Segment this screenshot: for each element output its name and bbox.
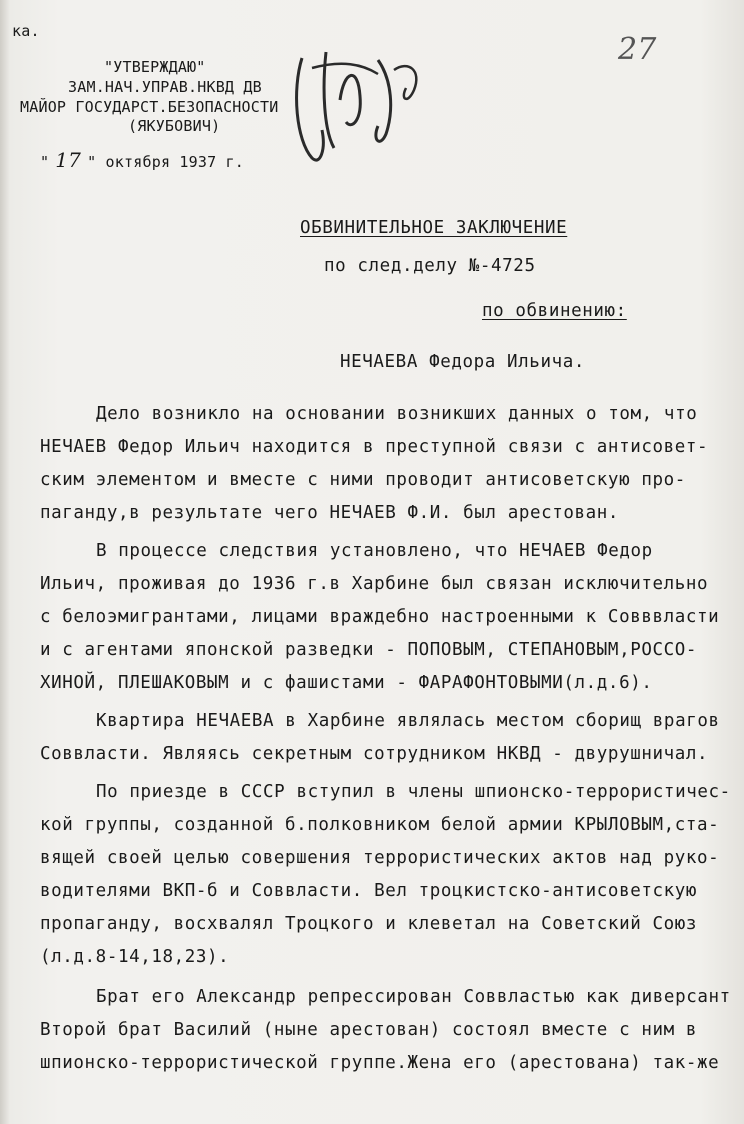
body-line: Квартира НЕЧАЕВА в Харбине являлась местом сборищ врагов: [96, 711, 720, 731]
body-line: Второй брат Василий (ныне арестован) состоял вместе с ним в: [40, 1020, 698, 1040]
approval-position-line: ЗАМ.НАЧ.УПРАВ.НКВД ДВ: [68, 78, 262, 96]
body-line: шпионско-террористической группе.Жена его (арестована) так-же: [40, 1053, 720, 1073]
corner-mark: ка.: [12, 22, 40, 40]
body-line: с белоэмигрантами, лицами враждебно настроенными к Совввласти: [40, 607, 720, 627]
date-month-year: " октября 1937 г.: [87, 153, 245, 171]
body-line: ским элементом и вместе с ними проводит антисоветскую про-: [40, 470, 686, 490]
approval-rank-line: МАЙОР ГОСУДАРСТ.БЕЗОПАСНОСТИ: [20, 98, 279, 116]
document-title: ОБВИНИТЕЛЬНОЕ ЗАКЛЮЧЕНИЕ: [300, 218, 568, 238]
body-line: Дело возникло на основании возникших данных о том, что: [96, 404, 698, 424]
body-line: вящей своей целью совершения террористических актов над руко-: [40, 848, 720, 868]
body-line: ХИНОЙ, ПЛЕШАКОВЫМ и с фашистами - ФАРАФОНТОВЫМИ(л.д.6).: [40, 673, 653, 693]
body-line: По приезде в СССР вступил в члены шпионско-террористичес-: [96, 782, 731, 802]
body-line: и с агентами японской разведки - ПОПОВЫМ, СТЕПАНОВЫМ,РОССО-: [40, 640, 698, 660]
body-line: водителями ВКП-б и Соввласти. Вел троцкистско-антисоветскую: [40, 881, 698, 901]
date-day: 17: [55, 148, 82, 172]
body-line: НЕЧАЕВ Федор Ильич находится в преступной связи с антисовет-: [40, 437, 709, 457]
approval-name-line: (ЯКУБОВИЧ): [128, 117, 221, 135]
case-number: по след.делу №-4725: [324, 256, 536, 276]
approval-stamp-line: "УТВЕРЖДАЮ": [104, 58, 206, 76]
date-quote: ": [40, 153, 50, 171]
body-line: (л.д.8-14,18,23).: [40, 947, 230, 967]
body-line: пропаганду, восхвалял Троцкого и клеветал на Советский Союз: [40, 914, 698, 934]
signature-mark: [282, 30, 442, 170]
body-line: паганду,в результате чего НЕЧАЕВ Ф.И. был арестован.: [40, 503, 620, 523]
accused-name: НЕЧАЕВА Федора Ильича.: [340, 352, 585, 372]
folio-number: 27: [618, 32, 657, 67]
charge-label: по обвинению:: [482, 301, 627, 321]
body-line: кой группы, созданной б.полковником белой армии КРЫЛОВЫМ,ста-: [40, 815, 720, 835]
body-line: Брат его Александр репрессирован Соввластью как диверсант: [96, 987, 731, 1007]
approval-date: [40, 148, 244, 172]
body-line: Ильич, проживая до 1936 г.в Харбине был связан исключительно: [40, 574, 709, 594]
body-line: В процессе следствия установлено, что НЕЧАЕВ Федор: [96, 541, 653, 561]
body-line: Соввласти. Являясь секретным сотрудником НКВД - двурушничал.: [40, 744, 709, 764]
